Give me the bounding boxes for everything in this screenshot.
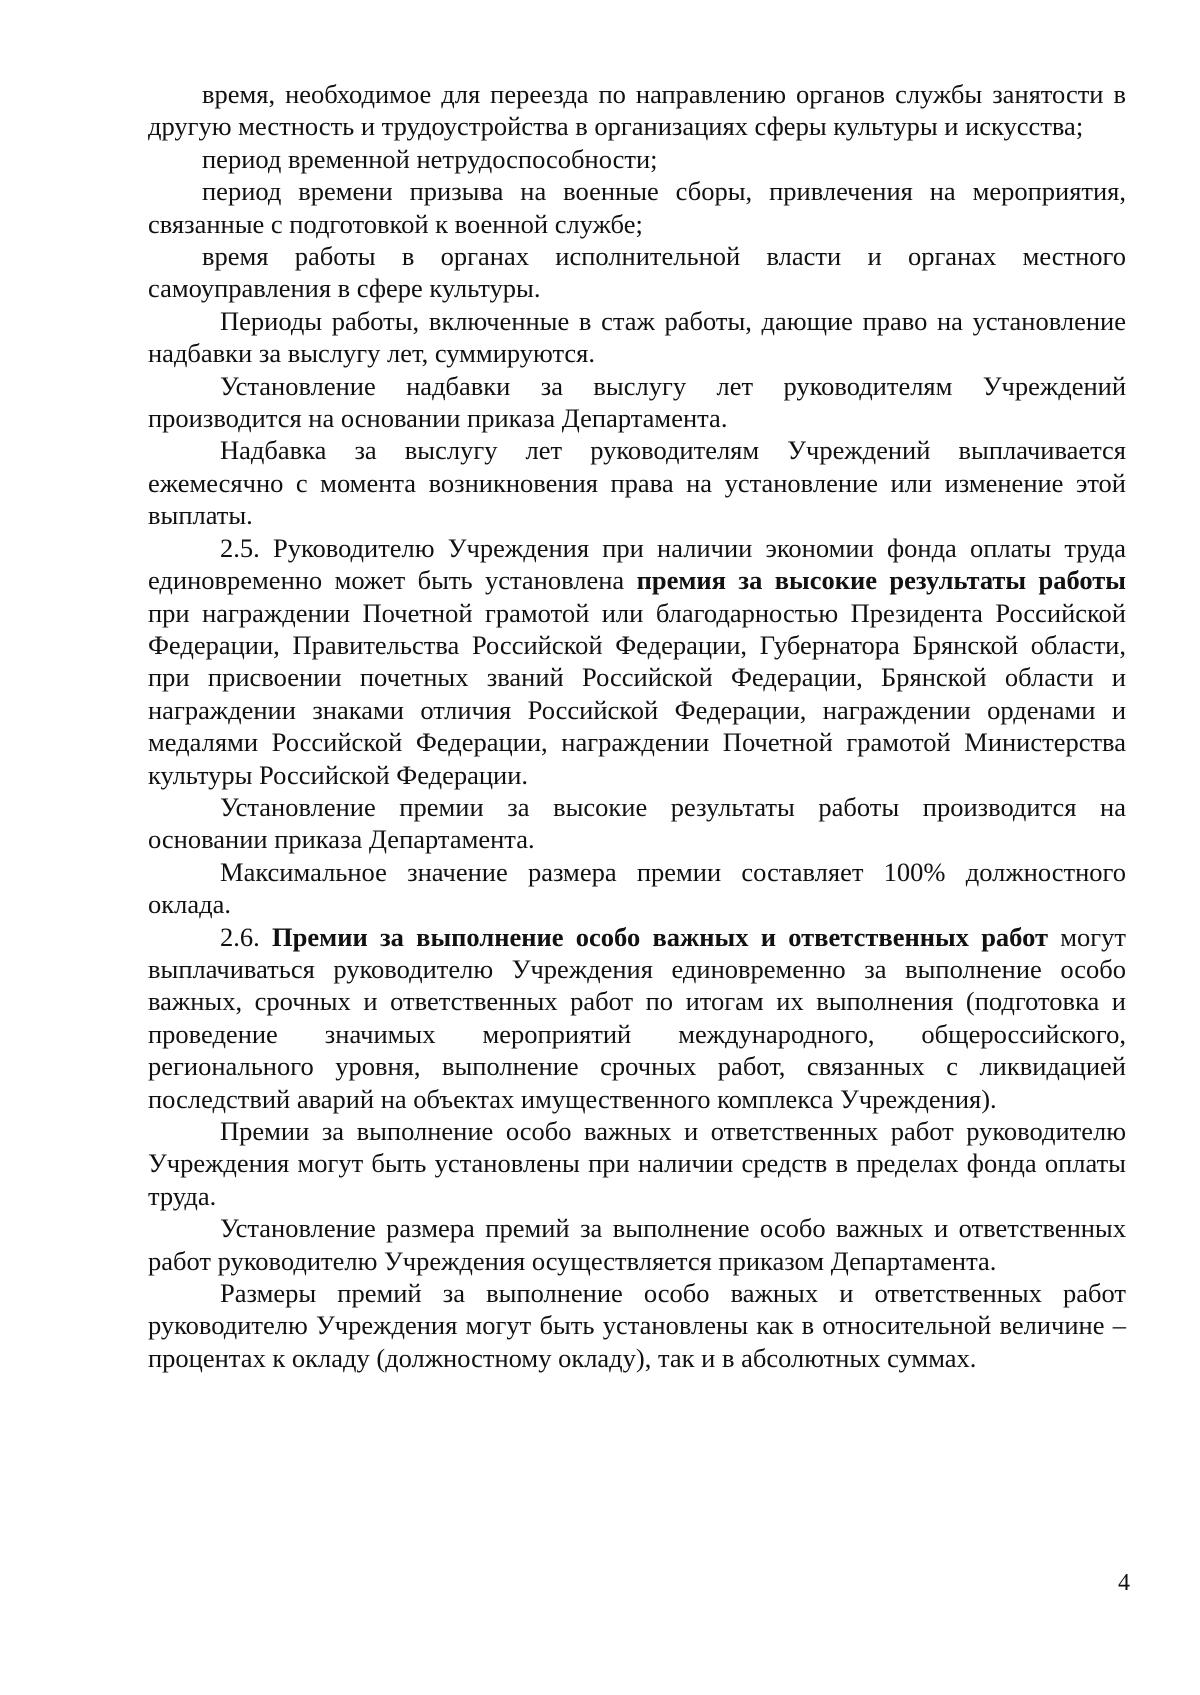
paragraph-allowance-payment: Надбавка за выслугу лет руководителям Учреждений выплачивается ежемесячно с момента возникновения права на установление или изменение этой выплаты. [148, 435, 1126, 531]
paragraph-max-bonus: Максимальное значение размера премии составляет 100% должностного оклада. [148, 856, 1126, 920]
document-body [148, 78, 1126, 1374]
paragraph-bonus-size-order: Установление размера премий за выполнение особо важных и ответственных работ руководителю Учреждения осуществляется приказом Департамента. [148, 1213, 1126, 1276]
paragraph-government-work: время работы в органах исполнительной власти и органах местного самоуправления в сфере культуры. [148, 241, 1126, 304]
section-2-6-text-end: могут выплачиваться руководителю Учреждения единовременно за выполнение особо важных, срочных и ответственных работ по итогам их выполнения (подготовка и проведение значимых мероприятий международного, общероссийского, регионального уровня, выполнение срочных работ, связанных с ликвидацией последствий аварий на объектах имущественного комплекса Учреждения). [148, 921, 1127, 1114]
section-2-6-text-start: 2.6. [220, 921, 273, 952]
paragraph-bonus-funds: Премии за выполнение особо важных и ответственных работ руководителю Учреждения могут быть установлены при наличии средств в пределах фонда оплаты труда. [148, 1116, 1126, 1211]
paragraph-section-2-6 [148, 921, 1126, 1115]
paragraph-temporary-disability: период временной нетрудоспособности; [202, 143, 658, 174]
paragraph-periods-summed: Периоды работы, включенные в стаж работы, дающие право на установление надбавки за выслугу лет, суммируются. [148, 305, 1126, 369]
page-number: 4 [1118, 1570, 1130, 1596]
paragraph-military-training: период времени призыва на военные сборы, привлечения на мероприятия, связанные с подготовкой к военной службе; [148, 176, 1126, 239]
section-2-5-text-end: при награждении Почетной грамотой или благодарностью Президента Российской Федерации, Правительства Российской Федерации, Губернатора Брянской области, при присвоении почетных званий Российской Федерации, Брянской области и награждении знаками отличия Российской Федерации, награждении орденами и медалями Российской Федерации, награждении Почетной грамотой Министерства культуры Российской Федерации. [148, 597, 1126, 790]
section-2-6-bonus-term: Премии за выполнение особо важных и ответственных работ [272, 921, 1049, 952]
section-2-5-text-start: 2.5. Руководителю Учреждения при наличии экономии фонда оплаты труда единовременно может быть установлена [148, 532, 1126, 596]
section-2-5-bonus-term: премия за высокие результаты работы [636, 565, 1126, 596]
paragraph-section-2-5 [148, 532, 1126, 791]
paragraph-relocation-time: время, необходимое для переезда по направлению органов службы занятости в другую местность и трудоустройства в организациях сферы культуры и искусства; [148, 79, 1126, 142]
paragraph-bonus-size-forms: Размеры премий за выполнение особо важных и ответственных работ руководителю Учреждения могут быть установлены как в относительной величине – процентах к окладу (должностному окладу), так и в абсолютных суммах. [148, 1278, 1126, 1373]
paragraph-bonus-establishment: Установление премии за высокие результаты работы производится на основании приказа Департамента. [148, 791, 1126, 855]
paragraph-allowance-establishment: Установление надбавки за выслугу лет руководителям Учреждений производится на основании приказа Департамента. [148, 370, 1126, 434]
